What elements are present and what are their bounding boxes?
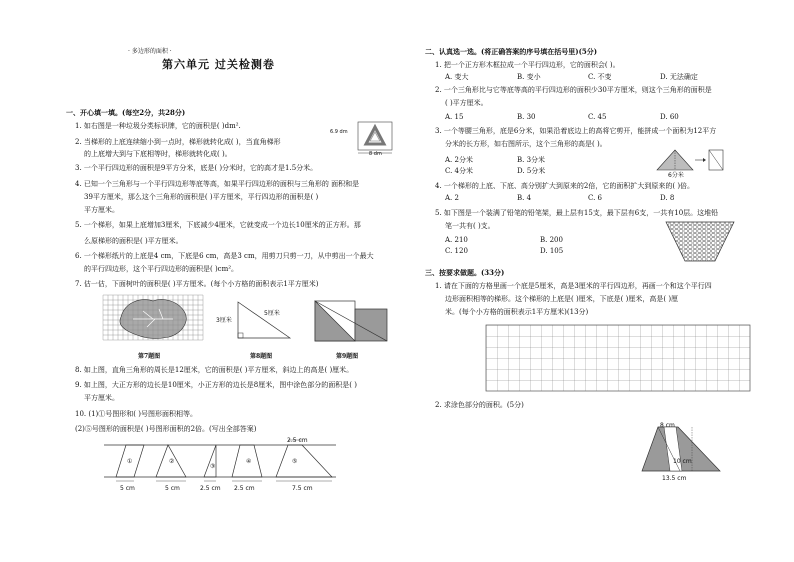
leaf-grid-figure [103,295,205,345]
q2-option-a: A. 15 [445,113,464,121]
q1-option-d: D. 无法确定 [660,73,698,81]
choice-question-3-line2: 分米的长方形，如右图所示，这个三角形的高是( )。 [445,140,607,148]
question-5-line2: 么原梯形的面积是( )平方厘米。 [84,237,183,245]
question-4-line3: 平方厘米。 [84,206,119,214]
question-10-part2: (2)⑤号图形的面积是( )号图形面积的2倍。(写出全部答案) [75,425,257,433]
q1-option-a: A. 变大 [445,73,469,81]
q3-option-c: C. 4分米 [445,167,474,175]
figure-9-caption: 第9题图 [336,353,359,360]
shape-5-base-dimension: 7.5 cm [292,485,313,492]
q4-option-b: B. 4 [517,194,532,202]
q5-option-d: D. 105 [540,247,564,255]
q3-figure-base-label: 6分米 [668,172,684,179]
task-2: 2. 求涂色部分的面积。(5分) [435,401,524,409]
section-1-heading: 一、开心填一填。(每空2分，共28分) [66,108,186,117]
question-8: 8. 如上图，直角三角形的周长是12厘米，它的面积是( )平方厘米，斜边上的高是( )厘米。 [75,366,354,374]
section-2-heading: 二、认真选一选。(将正确答案的序号填在括号里)(5分) [425,47,598,56]
figure-8-caption: 第8题图 [250,353,273,360]
q3-option-b: B. 3分米 [517,156,546,164]
right-triangle-figure [236,300,292,340]
q5-option-c: C. 120 [445,247,468,255]
q5-option-a: A. 210 [445,236,468,244]
q2-option-d: D. 60 [660,113,679,121]
pencil-stack-figure [665,221,735,263]
triangle-hypotenuse-label: 5厘米 [264,310,280,317]
question-2-line2: 的上底增大到与下底相等时，梯形就转化成( )。 [84,150,232,158]
shape-1-label: ① [127,458,133,465]
q4-option-a: A. 2 [445,194,459,202]
shape-2-base-dimension: 5 cm [165,485,180,492]
drawing-grid[interactable] [486,325,752,393]
shape-1-base-dimension: 5 cm [120,485,135,492]
question-3: 3. 一个平行四边形的面积是9平方分米，底是( )分米时，它的高才是1.5分米。 [75,164,318,172]
choice-question-2-line1: 2. 一个三角形比与它等底等高的平行四边形的面积少30平方厘米，则这个三角形的面积是 [435,86,712,94]
section-3-heading: 三、按要求做题。(33分) [425,268,505,277]
triangle-leg-label: 3厘米 [216,317,232,324]
shape-3-label: ③ [210,463,216,470]
page-title: 第六单元 过关检测卷 [162,58,275,71]
question-2-line1: 2. 当梯形的上底连续缩小到一点时，梯形就转化成( )，当直角梯形 [75,138,281,146]
q3-option-a: A. 2分米 [445,156,473,164]
shape-5-label: ⑤ [292,458,298,465]
q4-option-c: C. 6 [588,194,603,202]
shaded-trapezoid-figure [640,425,722,475]
figure-1-height-label: 6.9 dm [330,129,348,135]
question-6-line1: 6. 一个梯形纸片的上底是4 cm，下底是6 cm，高是3 cm，用剪刀只剪一刀，从中剪出一个最大 [75,252,374,260]
q3-option-d: D. 5分米 [517,167,546,175]
question-4-line1: 4. 已知一个三角形与一个平行四边形等底等高，如果平行四边形的面积与三角形的 面积和是 [75,180,360,188]
choice-question-4: 4. 一个梯形的上底、下底、高分别扩大到原来的2倍，它的面积扩大到原来的( )倍。 [435,182,695,190]
q2-option-c: C. 45 [588,113,607,121]
q1-option-b: B. 变小 [517,73,541,81]
trapezoid-top-label: 8 cm [660,422,675,429]
q5-option-b: B. 200 [540,236,563,244]
task-1-line2: 边形面积相等的梯形。这个梯形的上底是( )厘米，下底是( )厘米，高是( )厘 [445,295,679,303]
choice-question-5-line1: 5. 如下图是一个装满了铅笔的铅笔架，最上层有15支，最下层有6支，一共有10层。这堆铅 [435,209,719,217]
question-9-line2: 平方厘米。 [84,394,119,402]
trapezoid-height-label: 10 cm [673,458,692,465]
question-7: 7. 估一估，下面树叶的面积是( )平方厘米。(每个小方格的面积表示1平方厘米) [75,280,319,288]
figure-7-caption: 第7题图 [138,353,161,360]
choice-question-5-line2: 笔一共有( )支。 [445,222,495,230]
shape-4-base-dimension: 2.5 cm [234,485,255,492]
q1-option-c: C. 不变 [588,73,612,81]
choice-question-2-line2: ( )平方厘米。 [445,99,488,107]
task-1-line1: 1. 请在下面的方格里画一个底是5厘米，高是3厘米的平行四边形，再画一个和这个平行四 [435,282,712,290]
q4-option-d: D. 8 [660,194,675,202]
trapezoid-base-label: 13.5 cm [662,475,687,482]
question-5-line1: 5. 一个梯形，如果上底增加3厘米，下底减少4厘米，它就变成一个边长10厘米的正方形。那 [75,221,361,229]
shape-3-base-dimension: 2.5 cm [200,485,221,492]
shape-2-label: ② [169,458,175,465]
figure-1-width-label: 8 dm [369,151,382,157]
squares-shaded-figure [314,300,386,344]
choice-question-3-line1: 3. 一个等腰三角形，底是6分米，如果沿着底边上的高将它剪开，能拼成一个面积为12平方 [435,127,717,135]
shape-5-top-dimension: 2.5 cm [287,437,308,444]
cut-triangle-figure [655,146,725,176]
question-6-line2: 的平行四边形，这个平行四边形的面积是( )cm²。 [84,265,239,273]
choice-question-1: 1. 把一个正方形木框拉成一个平行四边形，它的面积会( )。 [435,61,620,69]
q2-option-b: B. 30 [517,113,536,121]
question-10-part1: 10. (1)①号图形和( )号图形面积相等。 [75,410,197,418]
question-4-line2: 39平方厘米，那么这个三角形的面积是( )平方厘米，平行四边形的面积是( ) [84,193,319,201]
question-9-line1: 9. 如上图，大正方形的边长是10厘米，小正方形的边长是8厘米，图中涂色部分的面积是( ) [75,381,357,389]
unit-subtitle: · 多边形的面积 · [128,48,172,55]
question-1: 1. 如右图是一种垃圾分类标识牌，它的面积是( )dm². [75,122,241,130]
task-1-line3: 米。(每个小方格的面积表示1平方厘米)(13分) [445,308,589,316]
shape-4-label: ④ [246,458,252,465]
